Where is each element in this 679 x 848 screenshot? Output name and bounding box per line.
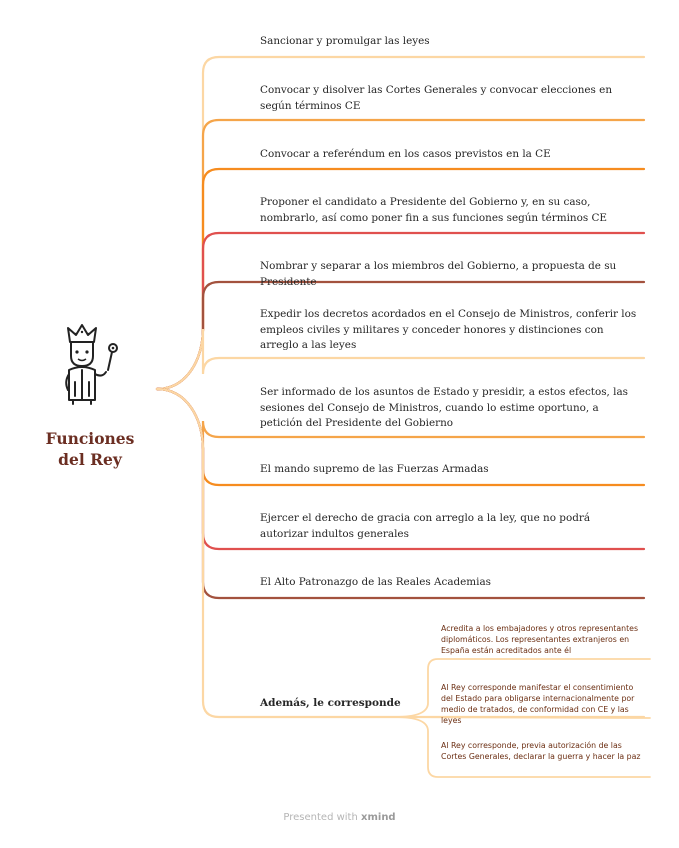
central-topic-title[interactable] (30, 428, 150, 470)
central-title-line-1: Funciones (45, 429, 135, 448)
xmind-logo: xmind (361, 812, 396, 823)
king-icon (62, 322, 126, 406)
branch-topic[interactable]: Expedir los decretos acordados en el Consejo de Ministros, conferir los empleos civiles y militares y conceder honores y distinciones con arreglo a las leyes (260, 308, 637, 351)
branch-topic[interactable]: El mando supremo de las Fuerzas Armadas (260, 463, 489, 475)
branch-topic[interactable]: Convocar a referéndum en los casos previstos en la CE (260, 148, 551, 160)
branch-topic[interactable]: Nombrar y separar a los miembros del Gobierno, a propuesta de su Presidente (260, 260, 617, 288)
branch-topic[interactable]: Ser informado de los asuntos de Estado y presidir, a estos efectos, las sesiones del Consejo de Ministros, cuando lo estime oportuno, a petición del Presidente del Gobierno (260, 386, 629, 429)
subtopic[interactable]: Acredita a los embajadores y otros representantes diplomáticos. Los representantes extranjeros en España están acreditados ante él (441, 624, 639, 655)
extra-topic[interactable]: Además, le corresponde (260, 697, 401, 709)
central-title-line-2: del Rey (58, 450, 122, 469)
subtopic[interactable]: Al Rey corresponde manifestar el consentimiento del Estado para obligarse internacionalmente por medio de tratados, de conformidad con CE y las leyes (441, 683, 635, 725)
extra-connector (157, 389, 644, 717)
footer-credit (0, 812, 679, 823)
branch-topic[interactable]: Sancionar y promulgar las leyes (260, 35, 430, 47)
branch-topic[interactable]: Convocar y disolver las Cortes Generales y convocar elecciones en según términos CE (260, 84, 613, 112)
branch-topic[interactable]: Ejercer el derecho de gracia con arreglo a la ley, que no podrá autorizar indultos generales (260, 512, 591, 540)
subtopic[interactable]: Al Rey corresponde, previa autorización de las Cortes Generales, declarar la guerra y hacer la paz (441, 741, 641, 761)
branch-topic[interactable]: El Alto Patronazgo de las Reales Academias (260, 576, 492, 588)
branch-topic[interactable]: Proponer el candidato a Presidente del Gobierno y, en su caso, nombrarlo, así como poner fin a sus funciones según términos CE (260, 196, 608, 224)
footer-prefix: Presented with (283, 812, 358, 823)
